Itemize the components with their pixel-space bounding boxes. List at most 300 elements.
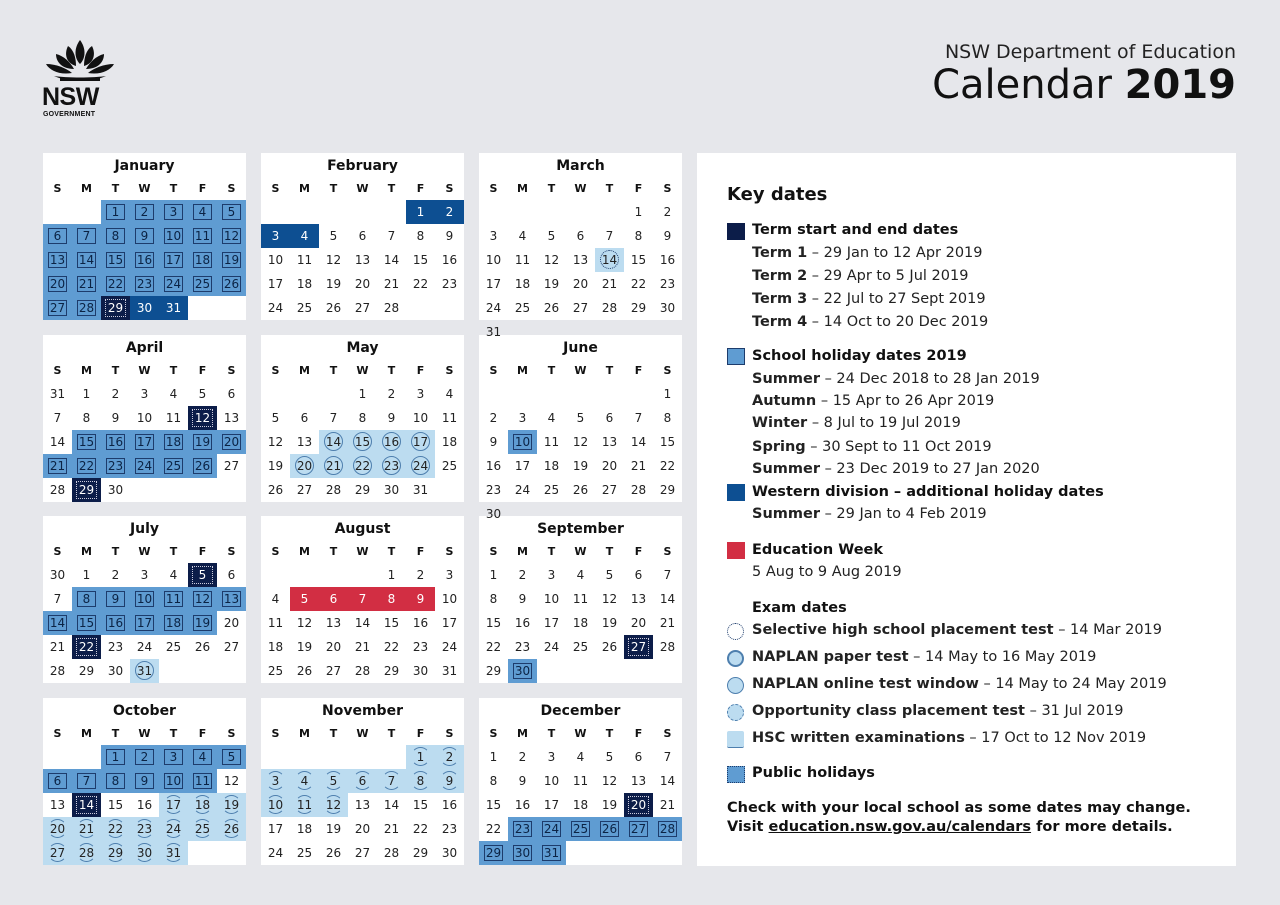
day-cell[interactable] xyxy=(653,200,682,224)
day-cell[interactable] xyxy=(479,296,508,320)
day-cell[interactable] xyxy=(406,224,435,248)
day-cell[interactable] xyxy=(435,635,464,659)
day-cell[interactable] xyxy=(653,817,682,841)
day-cell[interactable] xyxy=(508,224,537,248)
day-cell[interactable] xyxy=(653,745,682,769)
day-cell[interactable] xyxy=(377,454,406,478)
day-cell[interactable] xyxy=(508,793,537,817)
day-cell[interactable] xyxy=(537,478,566,502)
day-cell[interactable] xyxy=(188,224,217,248)
day-cell[interactable] xyxy=(159,200,188,224)
day-cell[interactable] xyxy=(653,769,682,793)
day-cell[interactable] xyxy=(290,817,319,841)
day-cell[interactable] xyxy=(348,611,377,635)
day-cell[interactable] xyxy=(406,817,435,841)
day-cell[interactable] xyxy=(101,635,130,659)
day-cell[interactable] xyxy=(72,817,101,841)
day-cell[interactable] xyxy=(319,478,348,502)
day-cell[interactable] xyxy=(261,587,290,611)
day-cell[interactable] xyxy=(537,563,566,587)
day-cell[interactable] xyxy=(43,478,72,502)
day-cell[interactable] xyxy=(159,587,188,611)
day-cell[interactable] xyxy=(435,224,464,248)
day-cell[interactable] xyxy=(188,382,217,406)
day-cell[interactable] xyxy=(101,454,130,478)
day-cell[interactable] xyxy=(261,817,290,841)
day-cell[interactable] xyxy=(479,248,508,272)
day-cell[interactable] xyxy=(624,563,653,587)
day-cell[interactable] xyxy=(435,793,464,817)
day-cell[interactable] xyxy=(377,478,406,502)
day-cell[interactable] xyxy=(377,793,406,817)
day-cell[interactable] xyxy=(566,611,595,635)
day-cell[interactable] xyxy=(72,224,101,248)
day-cell[interactable] xyxy=(43,454,72,478)
day-cell[interactable] xyxy=(537,817,566,841)
day-cell[interactable] xyxy=(348,272,377,296)
day-cell[interactable] xyxy=(406,478,435,502)
day-cell[interactable] xyxy=(508,841,537,865)
day-cell[interactable] xyxy=(406,635,435,659)
day-cell[interactable] xyxy=(537,296,566,320)
day-cell[interactable] xyxy=(261,478,290,502)
day-cell[interactable] xyxy=(261,841,290,865)
day-cell[interactable] xyxy=(130,793,159,817)
day-cell[interactable] xyxy=(566,769,595,793)
day-cell[interactable] xyxy=(406,248,435,272)
day-cell[interactable] xyxy=(290,659,319,683)
day-cell[interactable] xyxy=(261,454,290,478)
day-cell[interactable] xyxy=(348,224,377,248)
day-cell[interactable] xyxy=(43,793,72,817)
day-cell[interactable] xyxy=(479,635,508,659)
day-cell[interactable] xyxy=(261,659,290,683)
day-cell[interactable] xyxy=(435,563,464,587)
day-cell[interactable] xyxy=(406,454,435,478)
day-cell[interactable] xyxy=(377,563,406,587)
day-cell[interactable] xyxy=(348,817,377,841)
day-cell[interactable] xyxy=(377,382,406,406)
day-cell[interactable] xyxy=(130,430,159,454)
day-cell[interactable] xyxy=(348,248,377,272)
day-cell[interactable] xyxy=(217,563,246,587)
day-cell[interactable] xyxy=(435,769,464,793)
day-cell[interactable] xyxy=(537,248,566,272)
day-cell[interactable] xyxy=(130,272,159,296)
day-cell[interactable] xyxy=(595,296,624,320)
day-cell[interactable] xyxy=(101,587,130,611)
calendars-link[interactable]: education.nsw.gov.au/calendars xyxy=(768,819,1032,835)
day-cell[interactable] xyxy=(435,406,464,430)
day-cell[interactable] xyxy=(159,841,188,865)
day-cell[interactable] xyxy=(377,817,406,841)
day-cell[interactable] xyxy=(508,745,537,769)
day-cell[interactable] xyxy=(72,382,101,406)
day-cell[interactable] xyxy=(130,563,159,587)
day-cell[interactable] xyxy=(101,841,130,865)
day-cell[interactable] xyxy=(261,224,290,248)
day-cell[interactable] xyxy=(653,406,682,430)
day-cell[interactable] xyxy=(479,817,508,841)
day-cell[interactable] xyxy=(261,430,290,454)
day-cell[interactable] xyxy=(595,817,624,841)
day-cell[interactable] xyxy=(217,430,246,454)
day-cell[interactable] xyxy=(566,478,595,502)
day-cell[interactable] xyxy=(479,406,508,430)
day-cell[interactable] xyxy=(348,406,377,430)
day-cell[interactable] xyxy=(479,745,508,769)
day-cell[interactable] xyxy=(290,272,319,296)
day-cell[interactable] xyxy=(130,769,159,793)
day-cell[interactable] xyxy=(188,406,217,430)
day-cell[interactable] xyxy=(624,248,653,272)
day-cell[interactable] xyxy=(595,272,624,296)
day-cell[interactable] xyxy=(435,382,464,406)
day-cell[interactable] xyxy=(72,659,101,683)
day-cell[interactable] xyxy=(348,454,377,478)
day-cell[interactable] xyxy=(624,611,653,635)
day-cell[interactable] xyxy=(72,478,101,502)
day-cell[interactable] xyxy=(348,478,377,502)
day-cell[interactable] xyxy=(566,296,595,320)
day-cell[interactable] xyxy=(319,272,348,296)
day-cell[interactable] xyxy=(435,430,464,454)
day-cell[interactable] xyxy=(217,587,246,611)
day-cell[interactable] xyxy=(595,406,624,430)
day-cell[interactable] xyxy=(72,587,101,611)
day-cell[interactable] xyxy=(43,841,72,865)
day-cell[interactable] xyxy=(43,769,72,793)
day-cell[interactable] xyxy=(101,200,130,224)
day-cell[interactable] xyxy=(537,611,566,635)
day-cell[interactable] xyxy=(377,430,406,454)
day-cell[interactable] xyxy=(130,200,159,224)
day-cell[interactable] xyxy=(290,430,319,454)
day-cell[interactable] xyxy=(43,224,72,248)
day-cell[interactable] xyxy=(217,454,246,478)
day-cell[interactable] xyxy=(624,478,653,502)
day-cell[interactable] xyxy=(624,587,653,611)
day-cell[interactable] xyxy=(537,793,566,817)
day-cell[interactable] xyxy=(217,769,246,793)
day-cell[interactable] xyxy=(595,745,624,769)
day-cell[interactable] xyxy=(101,611,130,635)
day-cell[interactable] xyxy=(406,382,435,406)
day-cell[interactable] xyxy=(508,248,537,272)
day-cell[interactable] xyxy=(159,635,188,659)
day-cell[interactable] xyxy=(319,817,348,841)
day-cell[interactable] xyxy=(319,635,348,659)
day-cell[interactable] xyxy=(43,817,72,841)
day-cell[interactable] xyxy=(435,587,464,611)
day-cell[interactable] xyxy=(319,430,348,454)
day-cell[interactable] xyxy=(217,745,246,769)
day-cell[interactable] xyxy=(566,793,595,817)
day-cell[interactable] xyxy=(479,793,508,817)
day-cell[interactable] xyxy=(101,272,130,296)
day-cell[interactable] xyxy=(43,611,72,635)
day-cell[interactable] xyxy=(101,659,130,683)
day-cell[interactable] xyxy=(72,563,101,587)
day-cell[interactable] xyxy=(566,587,595,611)
day-cell[interactable] xyxy=(43,430,72,454)
day-cell[interactable] xyxy=(261,611,290,635)
day-cell[interactable] xyxy=(595,769,624,793)
day-cell[interactable] xyxy=(319,296,348,320)
day-cell[interactable] xyxy=(479,563,508,587)
day-cell[interactable] xyxy=(43,296,72,320)
day-cell[interactable] xyxy=(566,430,595,454)
day-cell[interactable] xyxy=(624,769,653,793)
day-cell[interactable] xyxy=(435,817,464,841)
day-cell[interactable] xyxy=(624,635,653,659)
day-cell[interactable] xyxy=(290,454,319,478)
day-cell[interactable] xyxy=(319,248,348,272)
day-cell[interactable] xyxy=(653,382,682,406)
day-cell[interactable] xyxy=(130,454,159,478)
day-cell[interactable] xyxy=(566,635,595,659)
day-cell[interactable] xyxy=(290,478,319,502)
day-cell[interactable] xyxy=(595,478,624,502)
day-cell[interactable] xyxy=(348,430,377,454)
day-cell[interactable] xyxy=(319,611,348,635)
day-cell[interactable] xyxy=(508,454,537,478)
day-cell[interactable] xyxy=(566,224,595,248)
day-cell[interactable] xyxy=(159,224,188,248)
day-cell[interactable] xyxy=(159,430,188,454)
day-cell[interactable] xyxy=(537,769,566,793)
day-cell[interactable] xyxy=(348,659,377,683)
day-cell[interactable] xyxy=(537,406,566,430)
day-cell[interactable] xyxy=(595,430,624,454)
day-cell[interactable] xyxy=(130,587,159,611)
day-cell[interactable] xyxy=(101,406,130,430)
day-cell[interactable] xyxy=(566,817,595,841)
day-cell[interactable] xyxy=(624,745,653,769)
day-cell[interactable] xyxy=(319,224,348,248)
day-cell[interactable] xyxy=(130,382,159,406)
day-cell[interactable] xyxy=(479,587,508,611)
day-cell[interactable] xyxy=(348,296,377,320)
day-cell[interactable] xyxy=(508,272,537,296)
day-cell[interactable] xyxy=(319,659,348,683)
day-cell[interactable] xyxy=(406,587,435,611)
day-cell[interactable] xyxy=(43,406,72,430)
day-cell[interactable] xyxy=(624,200,653,224)
day-cell[interactable] xyxy=(217,611,246,635)
day-cell[interactable] xyxy=(377,587,406,611)
day-cell[interactable] xyxy=(188,430,217,454)
day-cell[interactable] xyxy=(566,248,595,272)
day-cell[interactable] xyxy=(595,611,624,635)
day-cell[interactable] xyxy=(130,635,159,659)
day-cell[interactable] xyxy=(624,272,653,296)
day-cell[interactable] xyxy=(406,430,435,454)
day-cell[interactable] xyxy=(653,272,682,296)
day-cell[interactable] xyxy=(377,224,406,248)
day-cell[interactable] xyxy=(290,793,319,817)
day-cell[interactable] xyxy=(319,769,348,793)
day-cell[interactable] xyxy=(653,454,682,478)
day-cell[interactable] xyxy=(508,769,537,793)
day-cell[interactable] xyxy=(479,769,508,793)
day-cell[interactable] xyxy=(188,611,217,635)
day-cell[interactable] xyxy=(508,563,537,587)
day-cell[interactable] xyxy=(101,745,130,769)
day-cell[interactable] xyxy=(508,296,537,320)
day-cell[interactable] xyxy=(508,635,537,659)
day-cell[interactable] xyxy=(479,430,508,454)
day-cell[interactable] xyxy=(101,296,130,320)
day-cell[interactable] xyxy=(290,611,319,635)
day-cell[interactable] xyxy=(348,769,377,793)
day-cell[interactable] xyxy=(130,745,159,769)
day-cell[interactable] xyxy=(508,478,537,502)
day-cell[interactable] xyxy=(479,659,508,683)
day-cell[interactable] xyxy=(290,248,319,272)
day-cell[interactable] xyxy=(566,745,595,769)
day-cell[interactable] xyxy=(406,406,435,430)
day-cell[interactable] xyxy=(624,296,653,320)
day-cell[interactable] xyxy=(319,406,348,430)
day-cell[interactable] xyxy=(72,248,101,272)
day-cell[interactable] xyxy=(217,635,246,659)
day-cell[interactable] xyxy=(653,478,682,502)
day-cell[interactable] xyxy=(435,454,464,478)
day-cell[interactable] xyxy=(188,817,217,841)
day-cell[interactable] xyxy=(290,635,319,659)
day-cell[interactable] xyxy=(508,406,537,430)
day-cell[interactable] xyxy=(290,406,319,430)
day-cell[interactable] xyxy=(348,382,377,406)
day-cell[interactable] xyxy=(595,454,624,478)
day-cell[interactable] xyxy=(479,611,508,635)
day-cell[interactable] xyxy=(217,406,246,430)
day-cell[interactable] xyxy=(653,248,682,272)
day-cell[interactable] xyxy=(624,224,653,248)
day-cell[interactable] xyxy=(508,430,537,454)
day-cell[interactable] xyxy=(566,406,595,430)
day-cell[interactable] xyxy=(377,635,406,659)
day-cell[interactable] xyxy=(101,248,130,272)
day-cell[interactable] xyxy=(377,248,406,272)
day-cell[interactable] xyxy=(508,817,537,841)
day-cell[interactable] xyxy=(406,841,435,865)
day-cell[interactable] xyxy=(159,563,188,587)
day-cell[interactable] xyxy=(130,296,159,320)
day-cell[interactable] xyxy=(159,454,188,478)
day-cell[interactable] xyxy=(435,659,464,683)
day-cell[interactable] xyxy=(653,635,682,659)
day-cell[interactable] xyxy=(159,406,188,430)
day-cell[interactable] xyxy=(595,248,624,272)
day-cell[interactable] xyxy=(595,793,624,817)
day-cell[interactable] xyxy=(479,224,508,248)
day-cell[interactable] xyxy=(72,793,101,817)
day-cell[interactable] xyxy=(72,769,101,793)
day-cell[interactable] xyxy=(435,272,464,296)
day-cell[interactable] xyxy=(624,454,653,478)
day-cell[interactable] xyxy=(319,841,348,865)
day-cell[interactable] xyxy=(377,296,406,320)
day-cell[interactable] xyxy=(508,611,537,635)
day-cell[interactable] xyxy=(624,793,653,817)
day-cell[interactable] xyxy=(130,817,159,841)
day-cell[interactable] xyxy=(261,793,290,817)
day-cell[interactable] xyxy=(72,611,101,635)
day-cell[interactable] xyxy=(406,793,435,817)
day-cell[interactable] xyxy=(217,382,246,406)
day-cell[interactable] xyxy=(101,430,130,454)
day-cell[interactable] xyxy=(101,563,130,587)
day-cell[interactable] xyxy=(479,454,508,478)
day-cell[interactable] xyxy=(653,611,682,635)
day-cell[interactable] xyxy=(188,635,217,659)
day-cell[interactable] xyxy=(479,841,508,865)
day-cell[interactable] xyxy=(537,745,566,769)
day-cell[interactable] xyxy=(72,841,101,865)
day-cell[interactable] xyxy=(653,296,682,320)
day-cell[interactable] xyxy=(595,635,624,659)
day-cell[interactable] xyxy=(72,454,101,478)
day-cell[interactable] xyxy=(159,296,188,320)
day-cell[interactable] xyxy=(406,659,435,683)
day-cell[interactable] xyxy=(377,611,406,635)
day-cell[interactable] xyxy=(261,296,290,320)
day-cell[interactable] xyxy=(377,406,406,430)
day-cell[interactable] xyxy=(624,406,653,430)
day-cell[interactable] xyxy=(43,587,72,611)
day-cell[interactable] xyxy=(159,248,188,272)
day-cell[interactable] xyxy=(43,635,72,659)
day-cell[interactable] xyxy=(217,224,246,248)
day-cell[interactable] xyxy=(188,793,217,817)
day-cell[interactable] xyxy=(72,635,101,659)
day-cell[interactable] xyxy=(595,224,624,248)
day-cell[interactable] xyxy=(159,793,188,817)
day-cell[interactable] xyxy=(595,587,624,611)
day-cell[interactable] xyxy=(159,272,188,296)
day-cell[interactable] xyxy=(479,478,508,502)
day-cell[interactable] xyxy=(537,841,566,865)
day-cell[interactable] xyxy=(537,224,566,248)
day-cell[interactable] xyxy=(130,611,159,635)
day-cell[interactable] xyxy=(217,248,246,272)
day-cell[interactable] xyxy=(537,272,566,296)
day-cell[interactable] xyxy=(72,430,101,454)
day-cell[interactable] xyxy=(130,659,159,683)
day-cell[interactable] xyxy=(435,200,464,224)
day-cell[interactable] xyxy=(188,200,217,224)
day-cell[interactable] xyxy=(377,659,406,683)
day-cell[interactable] xyxy=(435,745,464,769)
day-cell[interactable] xyxy=(130,841,159,865)
day-cell[interactable] xyxy=(435,611,464,635)
day-cell[interactable] xyxy=(435,841,464,865)
day-cell[interactable] xyxy=(624,430,653,454)
day-cell[interactable] xyxy=(566,272,595,296)
day-cell[interactable] xyxy=(159,611,188,635)
day-cell[interactable] xyxy=(508,659,537,683)
day-cell[interactable] xyxy=(188,745,217,769)
day-cell[interactable] xyxy=(319,454,348,478)
day-cell[interactable] xyxy=(537,454,566,478)
day-cell[interactable] xyxy=(406,611,435,635)
day-cell[interactable] xyxy=(43,659,72,683)
day-cell[interactable] xyxy=(217,793,246,817)
day-cell[interactable] xyxy=(188,454,217,478)
day-cell[interactable] xyxy=(406,769,435,793)
